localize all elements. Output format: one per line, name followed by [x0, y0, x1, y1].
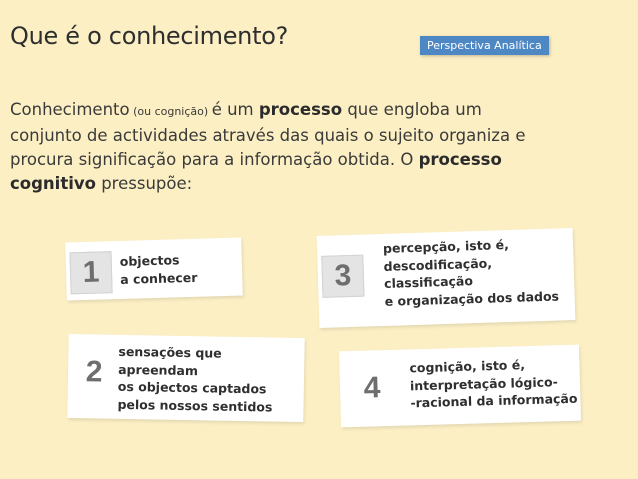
step-line: e organização dos dados: [384, 287, 560, 309]
step-number-1: 1: [70, 251, 113, 294]
step-number-2: 2: [85, 355, 103, 389]
step-line: classificação: [383, 273, 474, 291]
section-badge: Perspectiva Analítica: [420, 36, 549, 55]
step-card-4: [339, 345, 581, 428]
step-number-4: 4: [363, 371, 381, 405]
intro-text-4: que engloba um conjunto de actividades através das quais o sujeito organiza e procura significação para a informação obtida. O: [10, 100, 526, 169]
step-card-2: [67, 334, 304, 422]
step-text-2: [117, 343, 273, 416]
step-card-3: [317, 228, 576, 328]
intro-bold-2: processo cognitivo: [10, 150, 502, 193]
step-text-4: [409, 355, 577, 412]
intro-text-2: (ou cognição): [129, 105, 212, 118]
step-line: apreendam: [118, 361, 199, 378]
step-text-1: [120, 251, 198, 288]
step-line: interpretação lógico-: [409, 373, 559, 393]
step-line: cognição, isto é,: [409, 357, 526, 376]
intro-text-5: pressupõe:: [95, 174, 193, 193]
step-line: os objectos captados: [117, 378, 267, 397]
step-line: pelos nossos sentidos: [117, 396, 273, 415]
step-number-3: 3: [321, 255, 364, 298]
intro-text-3: é um: [211, 100, 259, 119]
step-line: -racional da informação: [410, 390, 578, 411]
intro-bold-1: processo: [258, 100, 343, 119]
page-title: Que é o conhecimento?: [10, 22, 289, 50]
step-line: sensações que: [118, 343, 222, 361]
step-line: descodificação,: [383, 255, 493, 274]
intro-text-1: Conhecimento: [10, 100, 130, 119]
step-text-3: [383, 234, 559, 309]
step-line: a conhecer: [120, 269, 198, 287]
step-card-1: [65, 238, 243, 301]
step-line: percepção, isto é,: [382, 237, 510, 256]
step-line: objectos: [119, 252, 180, 269]
intro-paragraph: [10, 98, 540, 196]
